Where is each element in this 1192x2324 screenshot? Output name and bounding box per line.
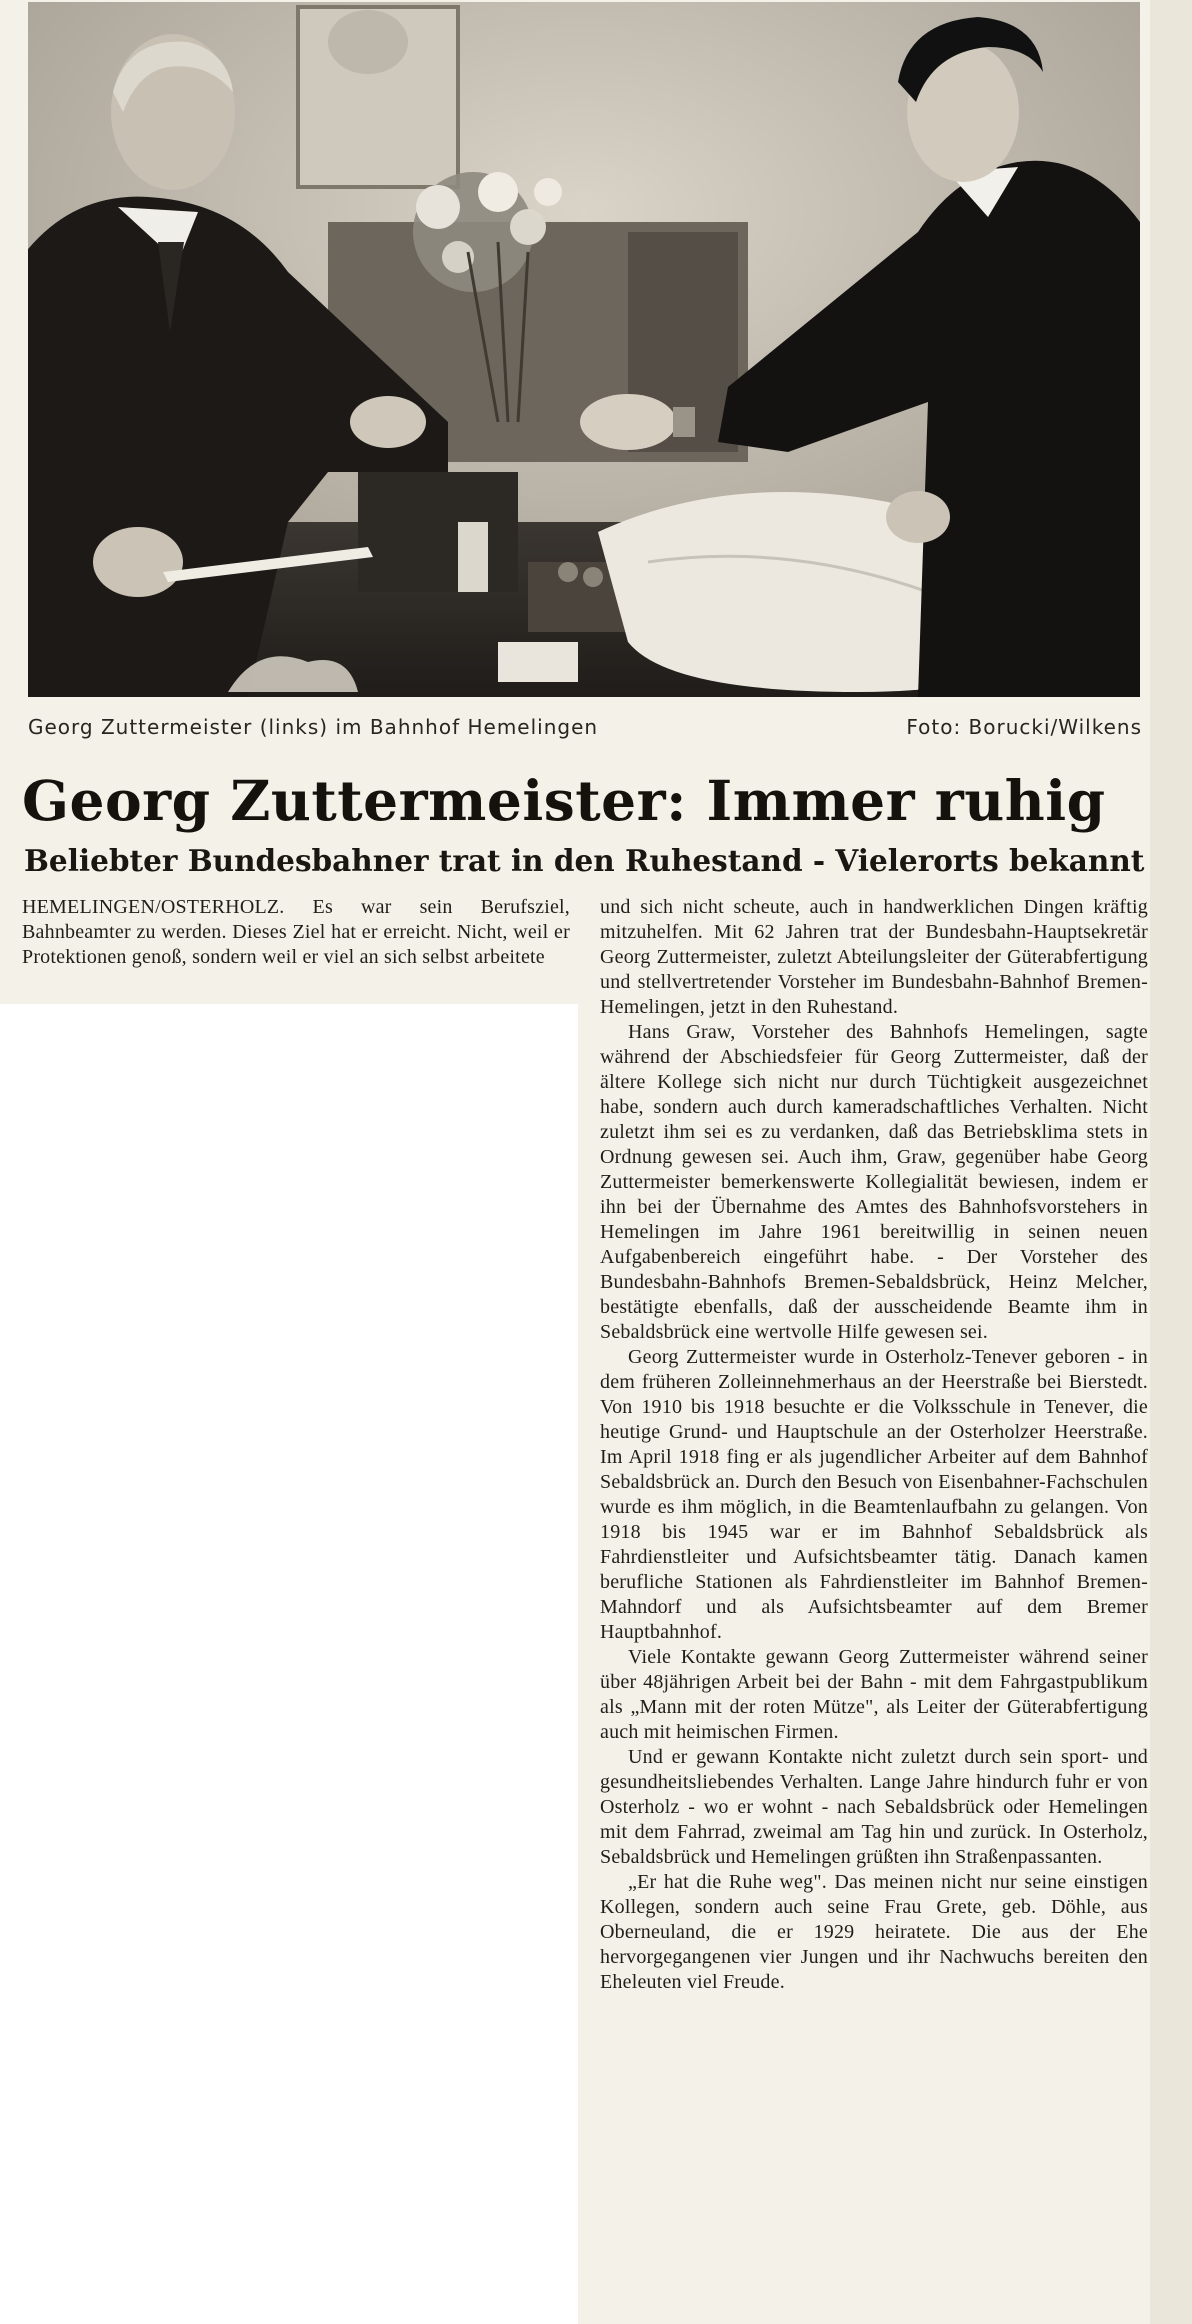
article-paragraph: Viele Kontakte gewann Georg Zuttermeister während seiner über 48jährigen Arbeit bei der Bahn - mit dem Fahrgastpublikum als „Mann mit der roten Mütze", als Leiter der Güterabfertigung auch mit heimischen Firmen.	[600, 1646, 1148, 1743]
photo-credit: Foto: Borucki/Wilkens	[906, 715, 1142, 739]
photo-scene	[28, 2, 1140, 697]
article-paragraph: „Er hat die Ruhe weg". Das meinen nicht nur seine einstigen Kollegen, sondern auch seine Frau Grete, geb. Döhle, aus Oberneuland, die er 1929 heiratete. Die aus der Ehe hervorgegangenen vier Jungen und ihr Nachwuchs bereiten den Eheleuten viel Freude.	[600, 1871, 1148, 1993]
article-headline: Georg Zuttermeister: Immer ruhig	[22, 768, 1106, 833]
clipping-paper-edge	[1150, 0, 1192, 2324]
article-column-left	[22, 895, 570, 970]
photo-caption: Georg Zuttermeister (links) im Bahnhof Hemelingen	[28, 715, 599, 739]
article-subheadline: Beliebter Bundesbahner trat in den Ruhestand - Vielerorts bekannt	[24, 843, 1145, 878]
photo-illustration	[28, 2, 1140, 697]
article-paragraph: HEMELINGEN/OSTERHOLZ. Es war sein Berufsziel, Bahnbeamter zu werden. Dieses Ziel hat er erreicht. Nicht, weil er Protektionen genoß, sondern weil er viel an sich selbst arbeitete	[22, 896, 570, 968]
article-paragraph: Hans Graw, Vorsteher des Bahnhofs Hemelingen, sagte während der Abschiedsfeier für Georg Zuttermeister, daß der ältere Kollege sich nicht nur durch Tüchtigkeit ausgezeichnet habe, sondern auch durch kameradschaftliches Verhalten. Nicht zuletzt ihm sei es zu verdanken, daß das Betriebsklima stets in Ordnung gewesen sei. Auch ihm, Graw, gegenüber habe Georg Zuttermeister bemerkenswerte Kollegialität bewiesen, indem er ihn bei der Übernahme des Amtes des Bahnhofsvorstehers in Hemelingen im Jahre 1961 bereitwillig in seinen neuen Aufgabenbereich eingeführt habe. - Der Vorsteher des Bundesbahn-Bahnhofs Bremen-Sebaldsbrück, Heinz Melcher, bestätigte ebenfalls, daß der ausscheidende Beamte ihm in Sebaldsbrück eine wertvolle Hilfe gewesen sei.	[600, 1021, 1148, 1343]
article-paragraph: Georg Zuttermeister wurde in Osterholz-Tenever geboren - in dem früheren Zolleinnehmerhaus an der Heerstraße bei Bierstedt. Von 1910 bis 1918 besuchte er die Volksschule in Tenever, die heutige Grund- und Hauptschule an der Osterholzer Heerstraße. Im April 1918 fing er als jugendlicher Arbeiter auf dem Bahnhof Sebaldsbrück an. Durch den Besuch von Eisenbahner-Fachschulen wurde es ihm möglich, in die Beamtenlaufbahn zu gelangen. Von 1918 bis 1945 war er im Bahnhof Sebaldsbrück als Fahrdienstleiter und Aufsichtsbeamter tätig. Danach kamen berufliche Stationen als Fahrdienstleiter im Bahnhof Bremen-Mahndorf und als Aufsichtsbeamter auf dem Bremer Hauptbahnhof.	[600, 1346, 1148, 1643]
article-paragraph: Und er gewann Kontakte nicht zuletzt durch sein sport- und gesundheitsliebendes Verhalten. Lange Jahre hindurch fuhr er von Osterholz - wo er wohnt - nach Sebaldsbrück oder Hemelingen mit dem Fahrrad, zweimal am Tag hin und zurück. In Osterholz, Sebaldsbrück und Hemelingen grüßten ihn Straßenpassanten.	[600, 1746, 1148, 1868]
article-paragraph: und sich nicht scheute, auch in handwerklichen Dingen kräftig mitzuhelfen. Mit 62 Jahren trat der Bundesbahn-Hauptsekretär Georg Zuttermeister, zuletzt Abteilungsleiter der Güterabfertigung und stellvertretender Vorsteher im Bundesbahn-Bahnhof Bremen-Hemelingen, jetzt in den Ruhestand.	[600, 896, 1148, 1018]
article-column-right	[600, 895, 1148, 1995]
